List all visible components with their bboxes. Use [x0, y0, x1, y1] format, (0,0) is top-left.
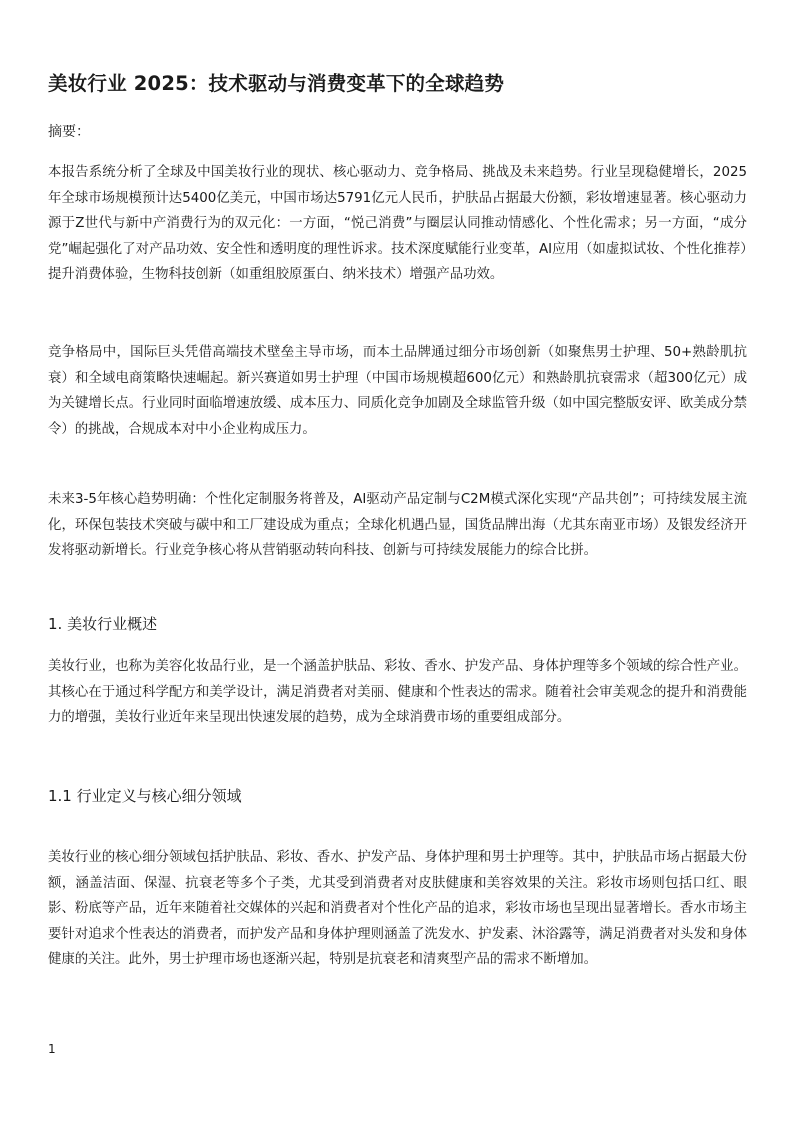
section-1-paragraph: 美妆行业，也称为美容化妆品行业，是一个涵盖护肤品、彩妆、香水、护发产品、身体护理等多个领域的综合性产业。其核心在于通过科学配方和美学设计，满足消费者对美丽、健康和个性表达的需求。随着社会审美观念的提升和消费能力的增强，美妆行业近年来呈现出快速发展的趋势，成为全球消费市场的重要组成部分。 [48, 659, 747, 726]
page-number: 1 [48, 1042, 56, 1056]
section-1-heading: 1. 美妆行业概述 [48, 615, 158, 633]
abstract-paragraph-1: 本报告系统分析了全球及中国美妆行业的现状、核心驱动力、竞争格局、挑战及未来趋势。行业呈现稳健增长，2025年全球市场规模预计达5400亿美元，中国市场达5791亿元人民币，护肤品占据最大份额，彩妆增速显著。核心驱动力源于Z世代与新中产消费行为的双元化：一方面，“悦己消费”与圈层认同推动情感化、个性化需求；另一方面，“成分党”崛起强化了对产品功效、安全性和透明度的理性诉求。技术深度赋能行业变革，AI应用（如虚拟试妆、个性化推荐）提升消费体验，生物科技创新（如重组胶原蛋白、纳米技术）增强产品功效。 [48, 165, 747, 283]
abstract-label: 摘要： [48, 124, 90, 140]
section-1-1-paragraph: 美妆行业的核心细分领域包括护肤品、彩妆、香水、护发产品、身体护理和男士护理等。其中，护肤品市场占据最大份额，涵盖洁面、保湿、抗衰老等多个子类，尤其受到消费者对皮肤健康和美容效果的关注。彩妆市场则包括口红、眼影、粉底等产品，近年来随着社交媒体的兴起和消费者对个性化产品的追求，彩妆市场也呈现出显著增长。香水市场主要针对追求个性表达的消费者，而护发产品和身体护理则涵盖了洗发水、护发素、沐浴露等，满足消费者对头发和身体健康的关注。此外，男士护理市场也逐渐兴起，特别是抗衰老和清爽型产品的需求不断增加。 [48, 850, 747, 968]
abstract-paragraph-2: 竞争格局中，国际巨头凭借高端技术壁垒主导市场，而本土品牌通过细分市场创新（如聚焦男士护理、50+熟龄肌抗衰）和全域电商策略快速崛起。新兴赛道如男士护理（中国市场规模超600亿元）和熟龄肌抗衰需求（超300亿元）成为关键增长点。行业同时面临增速放缓、成本压力、同质化竞争加剧及全球监管升级（如中国完整版安评、欧美成分禁令）的挑战，合规成本对中小企业构成压力。 [48, 345, 747, 437]
section-1-1-heading: 1.1 行业定义与核心细分领域 [48, 787, 242, 805]
document-title: 美妆行业 2025：技术驱动与消费变革下的全球趋势 [48, 72, 505, 95]
abstract-paragraph-3: 未来3-5年核心趋势明确：个性化定制服务将普及，AI驱动产品定制与C2M模式深化实现“产品共创”；可持续发展主流化，环保包装技术突破与碳中和工厂建设成为重点；全球化机遇凸显，国货品牌出海（尤其东南亚市场）及银发经济开发将驱动新增长。行业竞争核心将从营销驱动转向科技、创新与可持续发展能力的综合比拼。 [48, 492, 747, 559]
